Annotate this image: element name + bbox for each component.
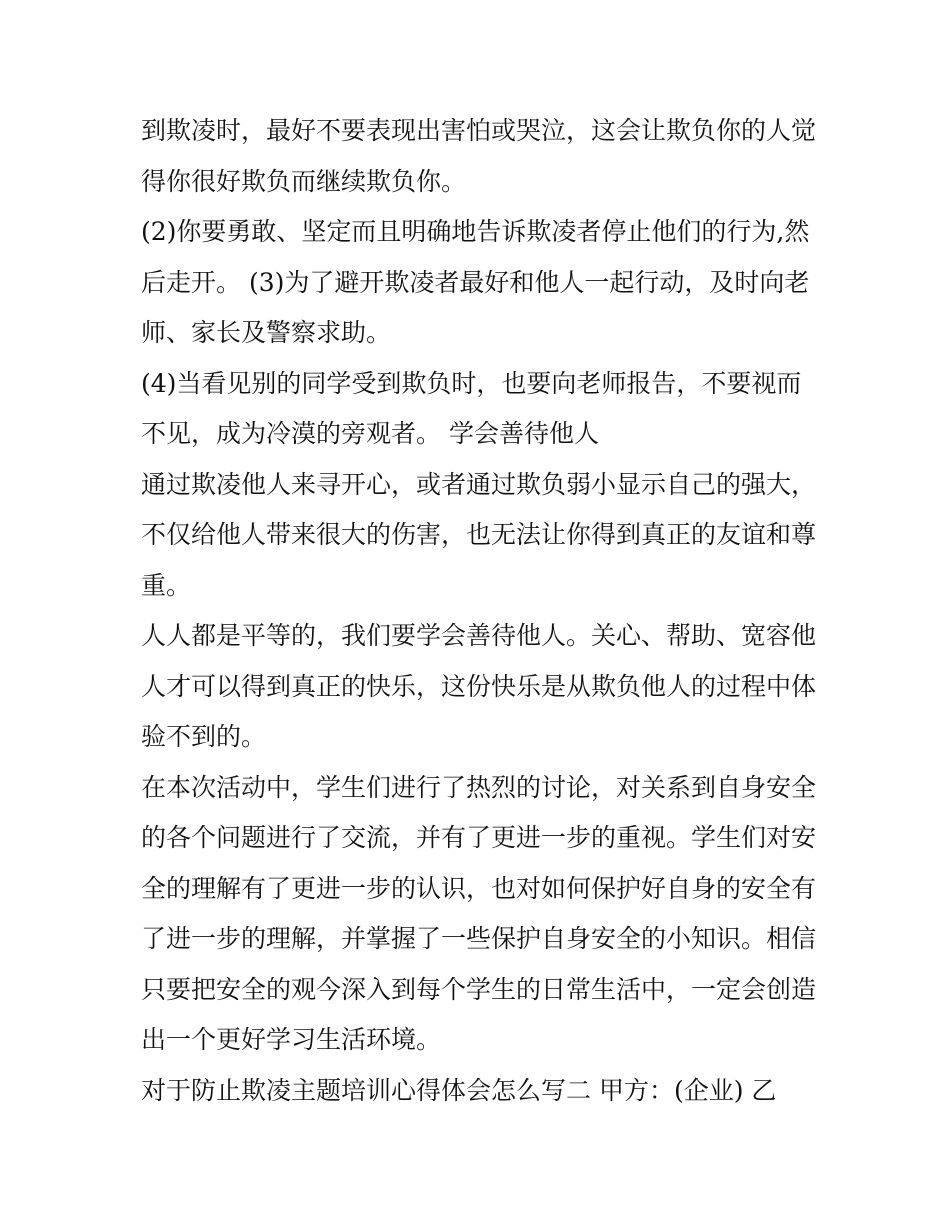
text-line-9: 不仅给他人带来很大的伤害，也无法让你得到真正的友谊和尊 <box>141 520 817 549</box>
text-line-12: 人才可以得到真正的快乐，这份快乐是从欺负他人的过程中体 <box>141 671 817 701</box>
text-line-4: 后走开。 (3)为了避开欺凌者最好和他人一起行动，及时向老 <box>141 267 810 297</box>
text-line-14: 在本次活动中，学生们进行了热烈的讨论，对关系到自身安全 <box>141 772 817 802</box>
text-line-8: 通过欺凌他人来寻开心，或者通过欺负弱小显示自己的强大， <box>141 469 817 499</box>
text-line-1: 到欺凌时，最好不要表现出害怕或哭泣，这会让欺负你的人觉 <box>141 116 817 145</box>
text-line-18: 只要把安全的观今深入到每个学生的日常生活中，一定会创造 <box>141 974 817 1004</box>
text-line-7: 不见，成为冷漠的旁观者。 学会善待他人 <box>141 419 599 448</box>
text-line-16: 全的理解有了更进一步的认识，也对如何保护好自身的安全有 <box>141 873 817 903</box>
text-line-3: (2)你要勇敢、坚定而且明确地告诉欺凌者停止他们的行为,然 <box>141 217 810 246</box>
text-line-17: 了进一步的理解，并掌握了一些保护自身安全的小知识。相信 <box>141 924 817 953</box>
text-line-11: 人人都是平等的，我们要学会善待他人。关心、帮助、宽容他 <box>141 621 817 650</box>
text-line-10: 重。 <box>141 570 192 600</box>
text-line-19: 出一个更好学习生活环境。 <box>141 1025 442 1054</box>
document-body <box>141 106 821 1116</box>
text-line-5: 师、家长及警察求助。 <box>141 318 392 347</box>
text-line-13: 验不到的。 <box>141 722 267 751</box>
text-line-2: 得你很好欺负而继续欺负你。 <box>141 166 467 196</box>
text-line-15: 的各个问题进行了交流，并有了更进一步的重视。学生们对安 <box>141 823 817 852</box>
text-line-6: (4)当看见别的同学受到欺负时，也要向老师报告，不要视而 <box>141 368 802 398</box>
text-line-20: 对于防止欺凌主题培训心得体会怎么写二 甲方：(企业) 乙 <box>141 1075 777 1105</box>
